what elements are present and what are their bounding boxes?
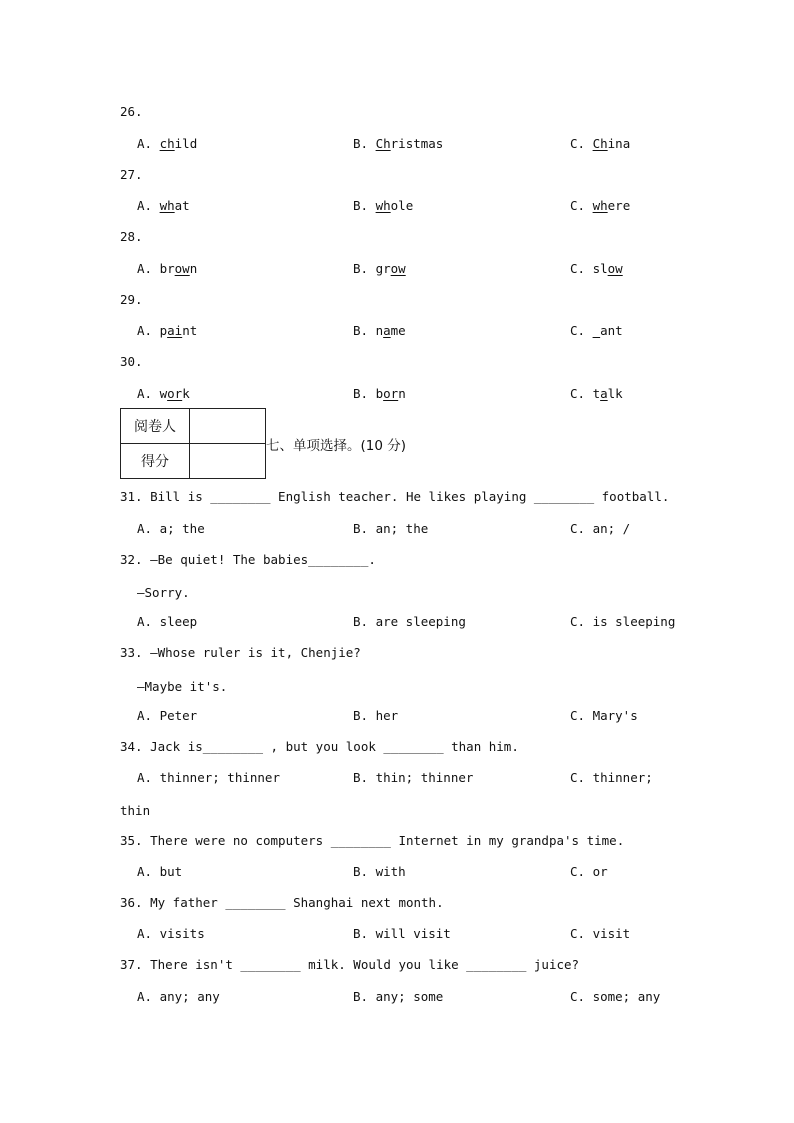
option-a: A. but <box>137 864 183 879</box>
option-c: C. an; / <box>570 521 631 536</box>
option-b: B. an; the <box>353 521 429 536</box>
option-b: B. name <box>353 323 406 338</box>
grader-table <box>120 408 266 479</box>
option-b: B. will visit <box>353 926 451 941</box>
option-a: A. visits <box>137 926 205 941</box>
option-b: B. thin; thinner <box>353 770 474 785</box>
option-c: C. slow <box>570 261 623 276</box>
underlined-letters: or <box>167 386 183 401</box>
option-a: A. thinner; thinner <box>137 770 280 785</box>
reviewer-label: 阅卷人 <box>121 409 190 444</box>
dialogue-line: —Sorry. <box>137 585 190 600</box>
question-number: 29. <box>120 292 143 307</box>
score-label: 得分 <box>121 444 190 479</box>
question-text: 35. There were no computers ________ Internet in my grandpa's time. <box>120 833 625 848</box>
option-a: A. sleep <box>137 614 198 629</box>
option-a: A. paint <box>137 323 198 338</box>
option-b: B. whole <box>353 198 414 213</box>
question-text: 37. There isn't ________ milk. Would you like ________ juice? <box>120 957 580 972</box>
underlined-letters: ow <box>607 261 623 276</box>
option-c: C. Mary's <box>570 708 638 723</box>
question-text: 31. Bill is ________ English teacher. He likes playing ________ football. <box>120 489 670 504</box>
option-b: B. her <box>353 708 399 723</box>
underlined-letters: wh <box>375 198 391 213</box>
question-text: 32. —Be quiet! The babies________. <box>120 552 376 567</box>
question-number: 28. <box>120 229 143 244</box>
underlined-letters: wh <box>159 198 175 213</box>
option-b: B. born <box>353 386 406 401</box>
option-a: A. what <box>137 198 190 213</box>
option-c: C. or <box>570 864 608 879</box>
option-a: A. child <box>137 136 198 151</box>
section-title: 七、单项选择。(10 分) <box>266 438 407 454</box>
underlined-letters: or <box>383 386 399 401</box>
option-c: C. is sleeping <box>570 614 676 629</box>
question-number: 30. <box>120 354 143 369</box>
option-c: C. thinner; <box>570 770 653 785</box>
option-a: A. Peter <box>137 708 198 723</box>
question-text: 33. —Whose ruler is it, Chenjie? <box>120 645 361 660</box>
underlined-letters: ow <box>390 261 406 276</box>
option-c-wrap: thin <box>120 803 151 818</box>
option-c: C. ant <box>570 323 623 338</box>
underlined-letters: ai <box>167 323 183 338</box>
option-a: A. brown <box>137 261 198 276</box>
option-a: A. a; the <box>137 521 205 536</box>
option-a: A. work <box>137 386 190 401</box>
underlined-letters: a <box>383 323 391 338</box>
question-number: 27. <box>120 167 143 182</box>
option-b: B. Christmas <box>353 136 444 151</box>
score-field[interactable] <box>190 444 266 479</box>
underlined-letters: Ch <box>375 136 391 151</box>
option-b: B. with <box>353 864 406 879</box>
underlined-letters: ch <box>159 136 175 151</box>
option-b: B. any; some <box>353 989 444 1004</box>
underlined-letters <box>593 323 601 338</box>
option-c: C. some; any <box>570 989 661 1004</box>
option-b: B. are sleeping <box>353 614 466 629</box>
option-c: C. visit <box>570 926 631 941</box>
dialogue-line: —Maybe it's. <box>137 679 228 694</box>
option-c: C. where <box>570 198 631 213</box>
question-number: 26. <box>120 104 143 119</box>
underlined-letters: Ch <box>592 136 608 151</box>
reviewer-field[interactable] <box>190 409 266 444</box>
underlined-letters: a <box>600 386 608 401</box>
option-c: C. China <box>570 136 631 151</box>
underlined-letters: wh <box>592 198 608 213</box>
option-a: A. any; any <box>137 989 220 1004</box>
option-b: B. grow <box>353 261 406 276</box>
underlined-letters: ow <box>174 261 190 276</box>
question-text: 36. My father ________ Shanghai next month. <box>120 895 444 910</box>
question-text: 34. Jack is________ , but you look ________ than him. <box>120 739 519 754</box>
option-c: C. talk <box>570 386 623 401</box>
